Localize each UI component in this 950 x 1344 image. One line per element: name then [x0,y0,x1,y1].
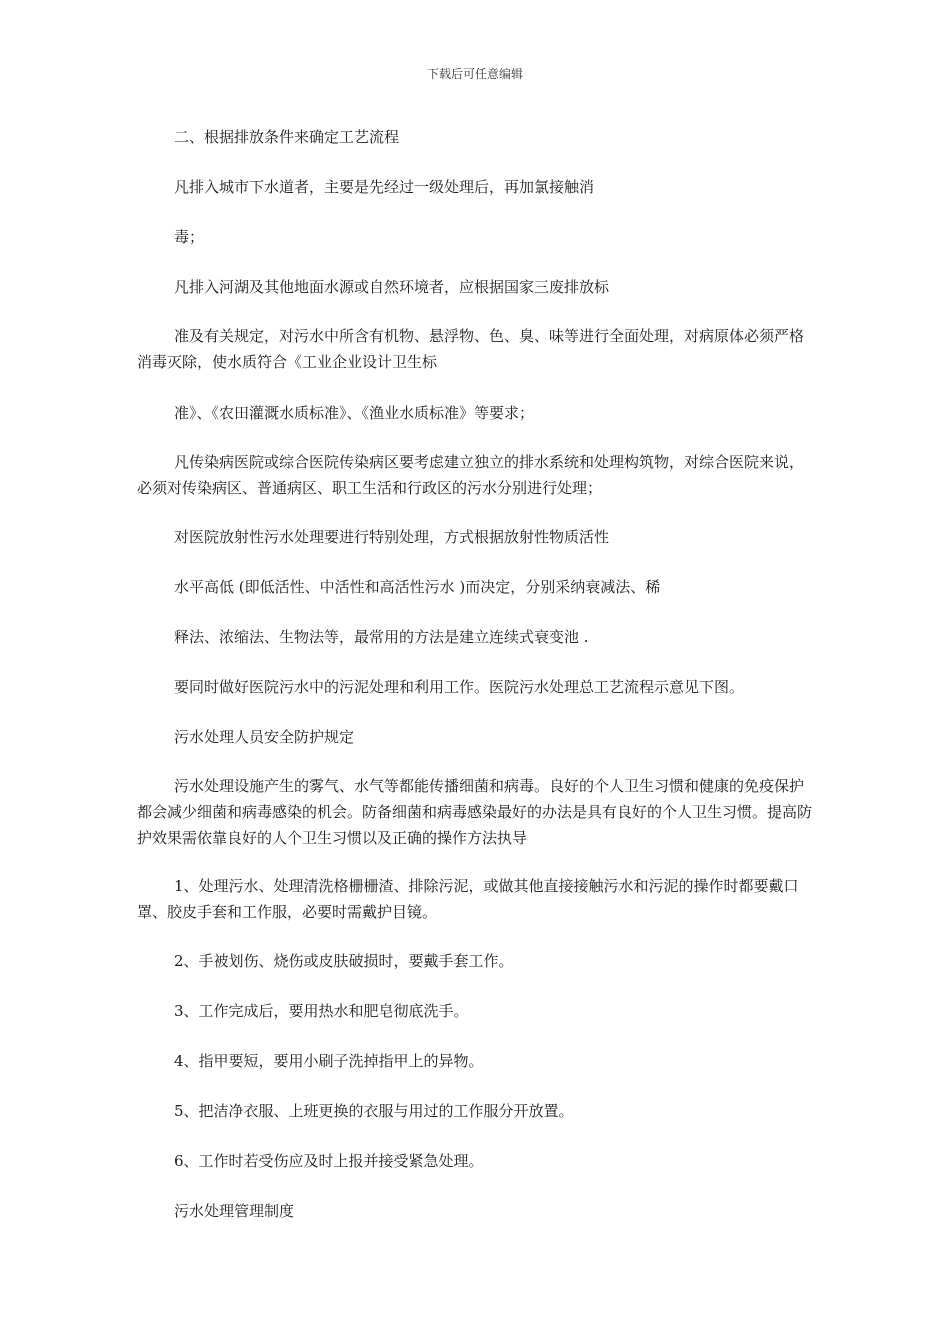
heading-process-by-discharge: 二、根据排放条件来确定工艺流程 [174,128,400,146]
text-line-activity-levels: 水平高低 (即低活性、中活性和高活性污水 )而决定，分别采纳衰减法、稀 [174,578,661,596]
paragraph-infectious-hospital: 凡传染病医院或综合医院传染病区要考虑建立独立的排水系统和处理构筑物，对综合医院来说，必须对传染病区、普通病区、职工生活和行政区的污水分别进行处理； [137,453,805,497]
list-item-5: 5、把洁净衣服、上班更换的衣服与用过的工作服分开放置。 [174,1102,574,1120]
text-line-water-quality-standards: 准》、《农田灌溉水质标准》、《渔业水质标准》等要求； [174,404,535,422]
list-item-3: 3、工作完成后，要用热水和肥皂彻底洗手。 [174,1002,469,1020]
text-line-methods: 释法、浓缩法、生物法等，最常用的方法是建立连续式衰变池 . [174,628,589,646]
list-item-1: 1、处理污水、处理清洗格栅栅渣、排除污泥，或做其他直接接触污水和污泥的操作时都要戴口罩、胶皮手套和工作服，必要时需戴护目镜。 [137,877,799,921]
heading-management-system: 污水处理管理制度 [174,1202,295,1220]
text-line-sludge: 要同时做好医院污水中的污泥处理和利用工作。医院污水处理总工艺流程示意见下图。 [174,678,745,696]
list-item-2: 2、手被划伤、烧伤或皮肤破损时，要戴手套工作。 [174,952,514,970]
text-line-rivers: 凡排入河湖及其他地面水源或自然环境者，应根据国家三废排放标 [174,278,610,296]
paragraph-standards: 准及有关规定，对污水中所含有机物、悬浮物、色、臭、味等进行全面处理，对病原体必须严格消毒灭除，使水质符合《工业企业设计卫生标 [137,327,805,371]
list-item-6: 6、工作时若受伤应及时上报并接受紧急处理。 [174,1152,484,1170]
text-line-disinfect: 毒； [174,228,205,246]
list-item-4: 4、指甲要短，要用小刷子洗掉指甲上的异物。 [174,1052,484,1070]
paragraph-hygiene: 污水处理设施产生的雾气、水气等都能传播细菌和病毒。良好的个人卫生习惯和健康的免疫保护都会减少细菌和病毒感染的机会。防备细菌和病毒感染最好的办法是具有良好的个人卫生习惯。提高防护效果需依靠良好的人个卫生习惯以及正确的操作方法执导 [137,777,813,847]
text-line-sewer: 凡排入城市下水道者，主要是先经过一级处理后，再加氯接触消 [174,178,595,196]
text-line-radioactive: 对医院放射性污水处理要进行特别处理，方式根据放射性物质活性 [174,528,610,546]
heading-safety-rules: 污水处理人员安全防护规定 [174,728,355,746]
header-note: 下载后可任意编辑 [426,67,523,81]
